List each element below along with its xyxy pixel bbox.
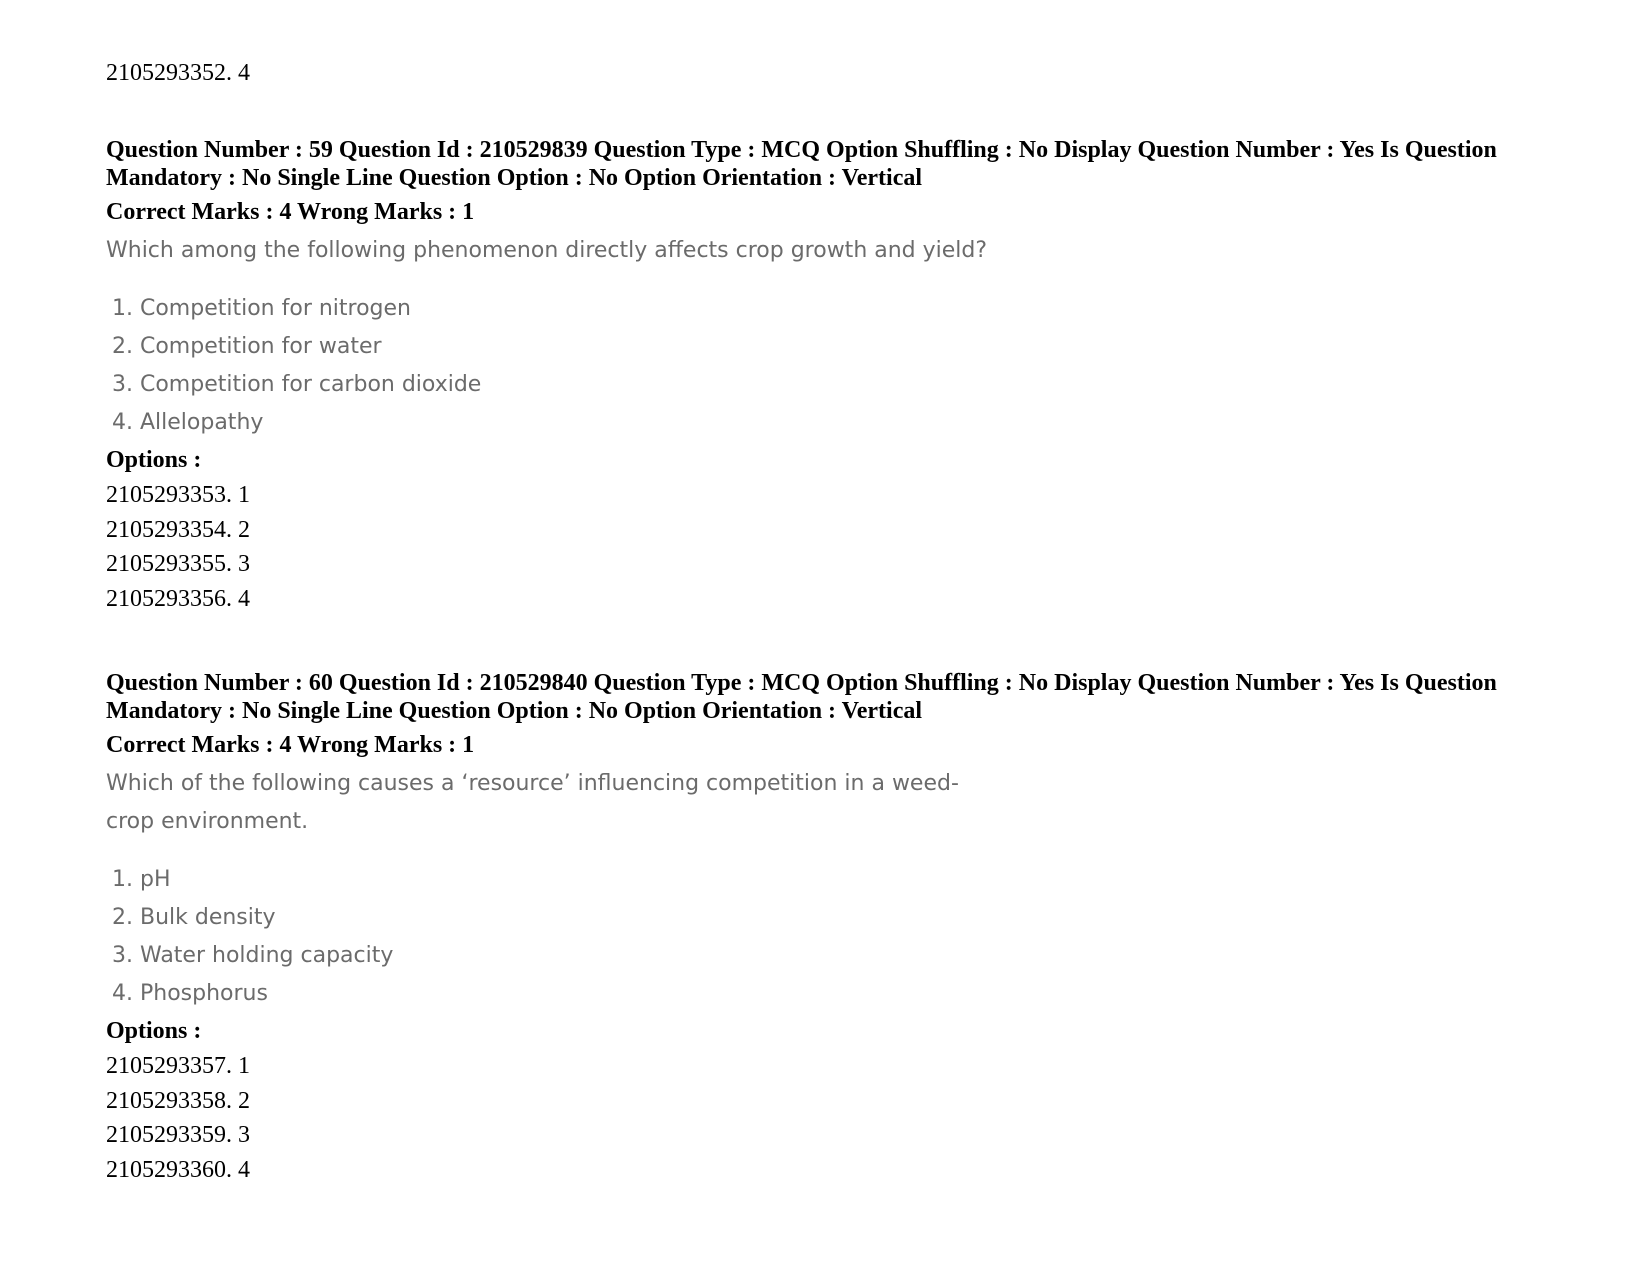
option-id-item: 2105293358. 2 bbox=[106, 1087, 250, 1114]
answer-choices bbox=[106, 861, 1576, 1013]
answer-choice: 3. Water holding capacity bbox=[112, 943, 394, 968]
question-text: Which of the following causes a ‘resource’ influencing competition in a weed-crop environment. bbox=[106, 771, 959, 834]
option-id-list bbox=[106, 478, 1576, 616]
previous-question-last-option: 2105293352. 4 bbox=[106, 60, 250, 86]
answer-choice: 2. Competition for water bbox=[112, 334, 382, 359]
options-label: Options : bbox=[106, 447, 202, 473]
option-id-item: 2105293359. 3 bbox=[106, 1122, 250, 1148]
question-metadata: Question Number : 59 Question Id : 210529839 Question Type : MCQ Option Shuffling : No Display Question Number : Yes Is Question Mandatory : No Single Line Question Option : No Option Orientation : Vertical bbox=[106, 137, 1497, 191]
answer-choice: 1. pH bbox=[112, 867, 171, 892]
answer-choice: 4. Phosphorus bbox=[112, 981, 268, 1006]
answer-choice: 1. Competition for nitrogen bbox=[112, 296, 411, 321]
option-id-item: 2105293357. 1 bbox=[106, 1053, 250, 1079]
option-id-item: 2105293360. 4 bbox=[106, 1156, 250, 1183]
options-label: Options : bbox=[106, 1018, 202, 1044]
option-id-item: 2105293355. 3 bbox=[106, 551, 250, 577]
option-id-item: 2105293354. 2 bbox=[106, 516, 250, 543]
question-marks: Correct Marks : 4 Wrong Marks : 1 bbox=[106, 732, 475, 758]
answer-choice: 2. Bulk density bbox=[112, 905, 276, 930]
option-id-item: 2105293356. 4 bbox=[106, 585, 250, 612]
question-60 bbox=[106, 669, 1576, 1187]
answer-choice: 4. Allelopathy bbox=[112, 410, 264, 435]
answer-choices bbox=[106, 290, 1576, 442]
option-id-list bbox=[106, 1049, 1576, 1187]
question-metadata: Question Number : 60 Question Id : 210529840 Question Type : MCQ Option Shuffling : No Display Question Number : Yes Is Question Mandatory : No Single Line Question Option : No Option Orientation : Vertical bbox=[106, 670, 1497, 724]
question-text: Which among the following phenomenon directly affects crop growth and yield? bbox=[106, 238, 988, 263]
option-id-item: 2105293353. 1 bbox=[106, 482, 250, 508]
question-59 bbox=[106, 136, 1576, 616]
question-marks: Correct Marks : 4 Wrong Marks : 1 bbox=[106, 199, 475, 225]
answer-choice: 3. Competition for carbon dioxide bbox=[112, 372, 482, 397]
